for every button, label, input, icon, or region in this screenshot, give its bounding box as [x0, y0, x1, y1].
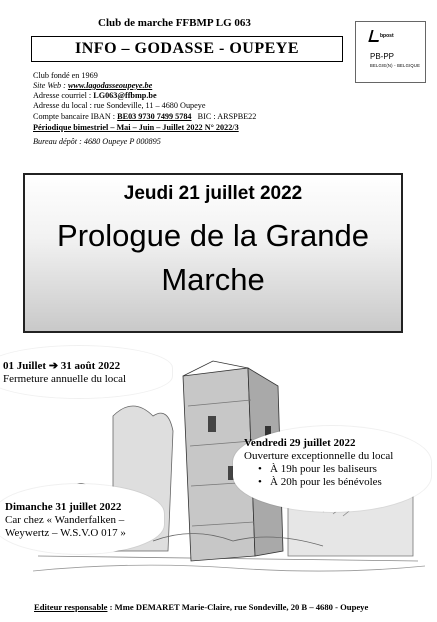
- email-value[interactable]: LG063@ffbmp.be: [93, 91, 157, 100]
- bank-label: Compte bancaire IBAN :: [33, 112, 116, 121]
- local-address: Adresse du local : rue Sondeville, 11 – 4680 Oupeye: [33, 101, 206, 110]
- friday-text: Ouverture exceptionnelle du local: [244, 450, 394, 462]
- stamp-brand: bpost: [380, 33, 394, 39]
- email-line: [33, 91, 157, 101]
- sunday-line1: Car chez « Wanderfalken –: [5, 514, 125, 526]
- bank-line: [33, 112, 256, 122]
- sunday-line2: Weywertz – W.S.V.O 017 »: [5, 527, 126, 539]
- event-date: Jeudi 21 juillet 2022: [123, 183, 303, 204]
- closure-dates: 01 Juillet ➔ 31 août 2022: [3, 360, 121, 372]
- sunday-callout: [5, 501, 126, 540]
- newsletter-title: INFO – GODASSE - OUPEYE: [31, 36, 343, 62]
- depot-text: Bureau dépôt : 4680 Oupeye P 000895: [33, 137, 161, 146]
- website-label: Site Web :: [33, 81, 66, 90]
- bank-bic: BIC : ARSPBE22: [197, 112, 257, 121]
- website-line: [33, 81, 152, 91]
- publisher-text: : Mme DEMARET Marie-Claire, rue Sondeville, 20 B – 4680 - Oupeye: [107, 602, 369, 612]
- event-title-line2: Marche: [161, 262, 265, 297]
- periodic-text: Périodique bimestriel – Mai – Juin – Juillet 2022 N° 2022/3: [33, 123, 239, 132]
- friday-list: [244, 463, 393, 489]
- postage-stamp: [355, 21, 426, 83]
- friday-callout: [244, 437, 393, 489]
- publisher-footer: [34, 602, 368, 612]
- event-banner: [23, 173, 403, 333]
- club-founded: Club fondé en 1969: [33, 71, 98, 80]
- bank-iban: BE03 9730 7499 5784: [117, 112, 192, 121]
- club-name: Club de marche FFBMP LG 063: [98, 17, 251, 29]
- periodic-line: [33, 123, 239, 133]
- stamp-country: BELGIE(N) - BELGIQUE: [370, 63, 421, 68]
- stamp-pbpp: PB-PP: [370, 52, 395, 61]
- friday-item: • À 19h pour les baliseurs: [258, 463, 393, 476]
- publisher-label: Editeur responsable: [34, 602, 108, 612]
- website-link[interactable]: www.lagodasseoupeye.be: [67, 81, 153, 90]
- event-title-line1: Prologue de la Grande: [57, 218, 369, 253]
- event-title: [25, 214, 401, 302]
- depot-line: [33, 137, 161, 147]
- closure-callout: [3, 360, 126, 386]
- friday-item: • À 20h pour les bénévoles: [258, 476, 393, 489]
- closure-text: Fermeture annuelle du local: [3, 373, 127, 385]
- sunday-date: Dimanche 31 juillet 2022: [5, 501, 122, 513]
- friday-date: Vendredi 29 juillet 2022: [244, 437, 356, 449]
- email-label: Adresse courriel :: [33, 91, 92, 100]
